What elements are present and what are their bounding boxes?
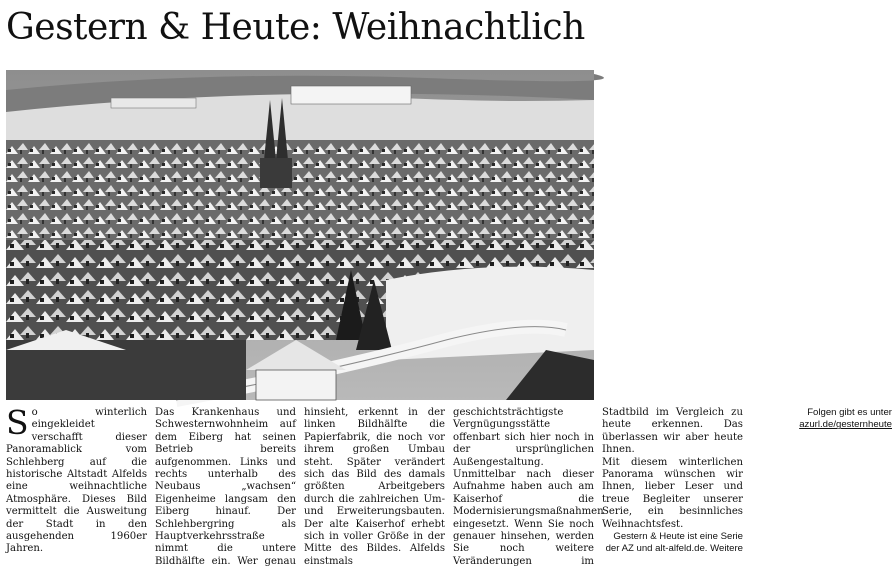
dropcap: S xyxy=(6,403,29,442)
series-note-text: Gestern & Heute ist eine Serie der AZ und alt-alfeld.de. Weitere Folgen gibt es unter xyxy=(605,407,892,555)
townscape-photo xyxy=(6,70,594,400)
series-link[interactable]: azurl.de/gesternheute xyxy=(799,419,892,431)
article-paragraph-3: Mit diesem winterlichen Panorama wünschen wir Ihnen, lieber Leser und treue Begleiter unserer Serie, ein besinnliches Weihnachtsfest. xyxy=(602,456,743,530)
townscape-photo-icon xyxy=(6,70,594,400)
article-body xyxy=(6,403,892,571)
headline: Gestern & Heute: Weihnachtlich xyxy=(6,7,585,48)
paragraph-1-text: o winterlich eingekleidet verschafft dieser Panoramablick vom Schlehberg auf die historische Altstadt Alfelds eine weihnachtliche Atmosphäre. Dieses Bild vermittelt die Ausweitung der Stadt in den ausgehenden 1960er Jahren. xyxy=(6,407,147,555)
article-paragraph-1 xyxy=(6,403,147,556)
article-paragraph-2: Das Krankenhaus und Schwesternwohnheim auf dem Eiberg hat seinen Betrieb bereits aufgenommen. Links und rechts unterhalb des Neubaus „wachsen“ Eigenheime langsam den Eiberg hinauf. Der Schlehbergring als Hauptverkehrsstraße nimmt die untere Bildhälfte ein. Wer genau hinsieht, erkennt in der linken Bildhälfte die Papierfabrik, die noch vor ihrem großen Umbau steht. Später verändert sich das Bild des damals größten Arbeitgebers durch die zahlreichen Um- und Erweiterungsbauten. Der alte Kaiserhof erhebt sich in voller Größe in der Mitte des Bildes. Alfelds einstmals geschichtsträchtigste Vergnügungsstätte offenbart sich hier noch in der ursprünglichen Außengestaltung. Unmittelbar nach dieser Aufnahme haben auch am Kaiserhof die Modernisierungsmaßnahmen eingesetzt. Wenn Sie noch genauer hinsehen, werden Sie noch weitere Veränderungen im Stadtbild im Vergleich zu heute erkennen. Das überlassen wir aber heute Ihnen. xyxy=(155,407,743,567)
